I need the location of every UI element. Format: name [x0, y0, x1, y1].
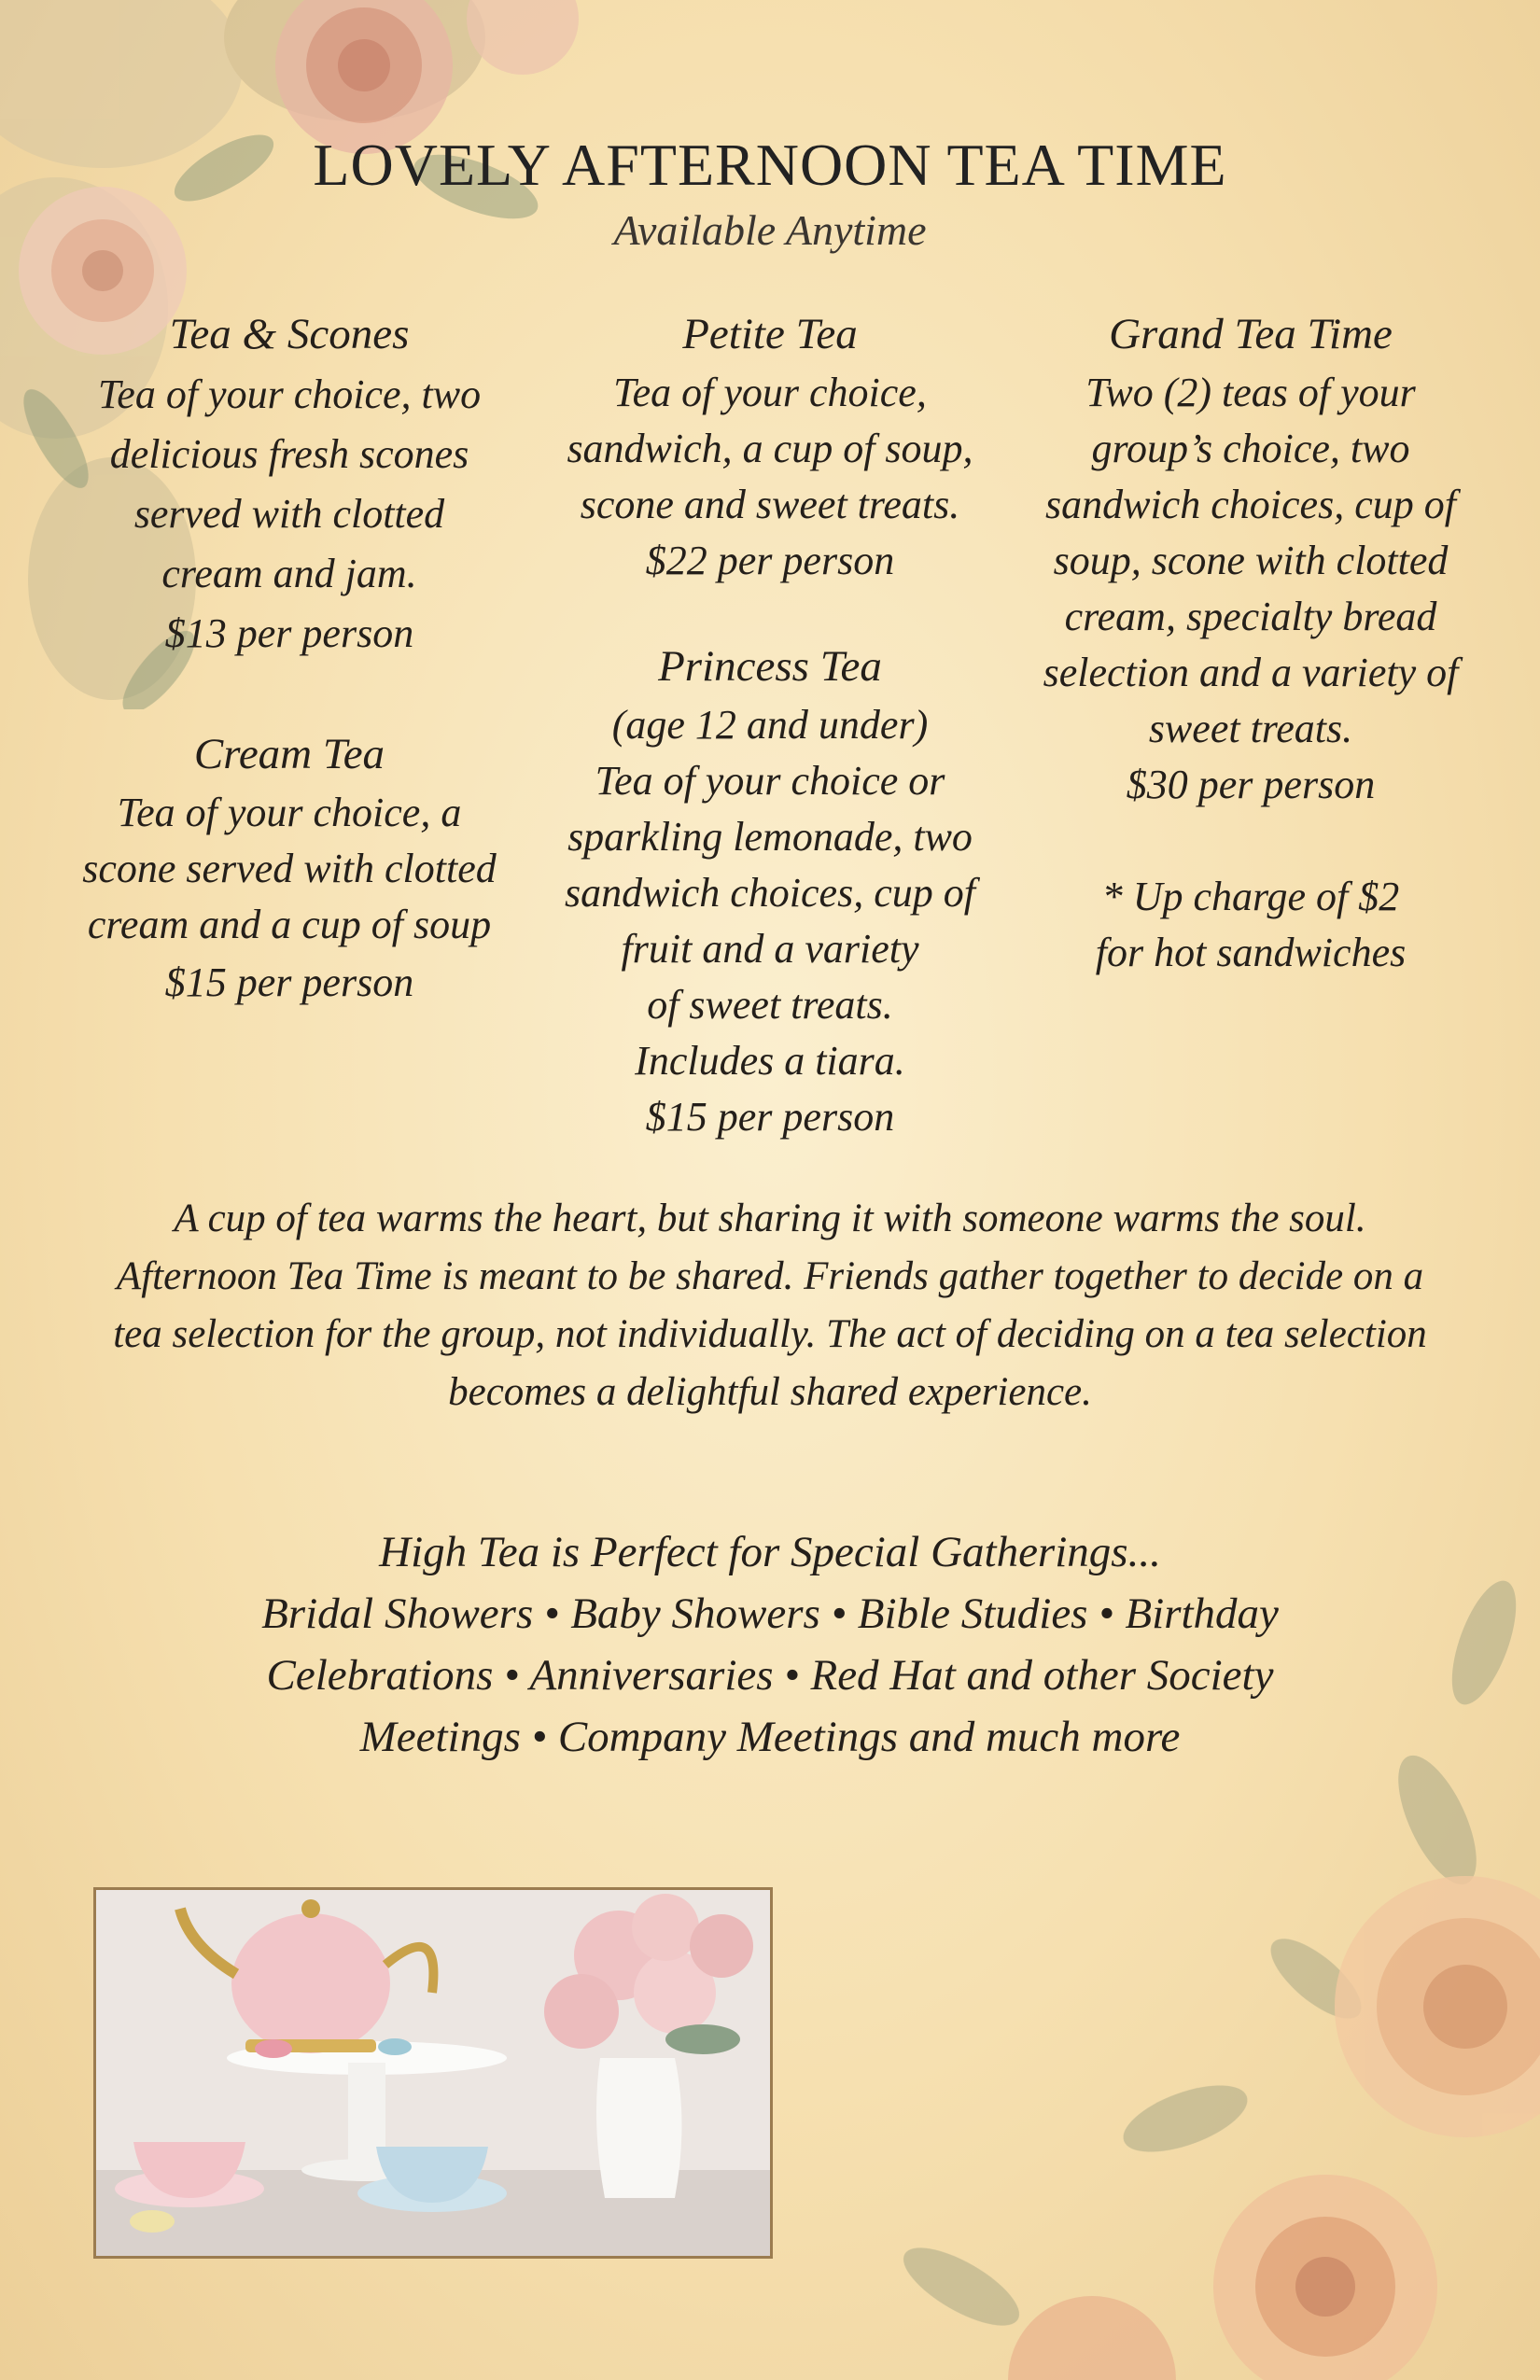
grand-tea-price: $30 per person [1126, 762, 1376, 807]
princess-tea-age-note: (age 12 and under) [611, 702, 929, 748]
princess-tea-item [537, 636, 1003, 1145]
petite-tea-name: Petite Tea [682, 310, 858, 358]
tea-scones-description: Tea of your choice, two delicious fresh scones served with clotted cream and jam. [97, 371, 482, 596]
tea-scones-name: Tea & Scones [169, 310, 410, 358]
sharing-description: Afternoon Tea Time is meant to be shared. Friends gather together to decide on a tea selection for the group, not individually. The act of deciding on a tea selection becomes a delightful shared experience. [113, 1254, 1427, 1414]
tea-set-photo [93, 1887, 773, 2259]
page-title: LOVELY AFTERNOON TEA TIME [313, 132, 1227, 198]
grand-tea-item [1013, 303, 1489, 813]
tea-scones-item [47, 303, 532, 664]
sharing-paragraph [75, 1190, 1465, 1421]
cream-tea-name: Cream Tea [193, 730, 385, 778]
tea-quote: A cup of tea warms the heart, but sharing it with someone warms the soul. [174, 1197, 1366, 1240]
grand-tea-name: Grand Tea Time [1109, 310, 1393, 358]
cream-tea-price: $15 per person [164, 959, 414, 1005]
menu-column-middle [537, 303, 1003, 1145]
tea-set-illustration [96, 1890, 770, 2256]
tea-scones-price: $13 per person [164, 610, 414, 656]
petite-tea-item [537, 303, 1003, 589]
high-tea-section [149, 1521, 1391, 1768]
upcharge-note: * Up charge of $2 for hot sandwiches [1095, 874, 1407, 975]
princess-tea-price: $15 per person [645, 1094, 895, 1140]
princess-tea-name: Princess Tea [658, 642, 882, 691]
high-tea-heading: High Tea is Perfect for Special Gatherings... [379, 1528, 1161, 1576]
grand-tea-description: Two (2) teas of your group’s choice, two sandwich choices, cup of soup, scone with clotted cream, specialty bread selection and a variety of sweet treats. [1043, 370, 1459, 751]
princess-tea-description: Tea of your choice or sparkling lemonade, two sandwich choices, cup of fruit and a variety of sweet treats. Includes a tiara. [565, 758, 975, 1084]
page-subtitle: Available Anytime [613, 206, 927, 254]
menu-column-right [1013, 303, 1489, 981]
petite-tea-description: Tea of your choice, sandwich, a cup of soup, scone and sweet treats. [567, 370, 973, 527]
menu-column-left [47, 303, 532, 1013]
high-tea-occasions: Bridal Showers • Baby Showers • Bible Studies • Birthday Celebrations • Anniversaries • Red Hat and other Society Meetings • Company Meetings and much more [261, 1589, 1279, 1761]
cream-tea-item [47, 723, 532, 1013]
cream-tea-description: Tea of your choice, a scone served with clotted cream and a cup of soup [82, 790, 497, 947]
petite-tea-price: $22 per person [645, 538, 895, 583]
